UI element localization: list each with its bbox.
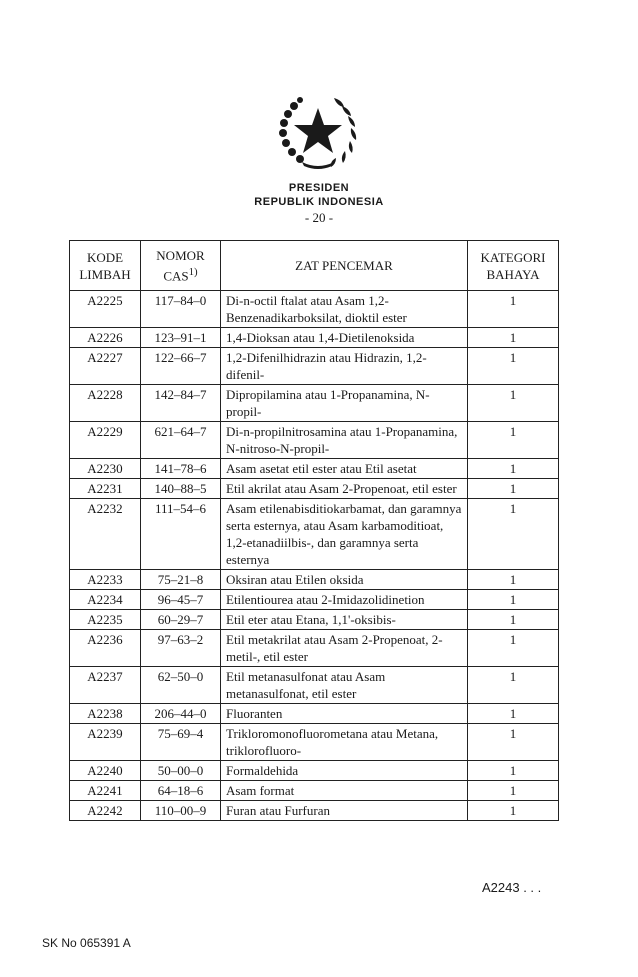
column-header-kode <box>70 241 141 291</box>
cell-kategori: 1 <box>468 761 559 781</box>
cell-zat: Etil metanasulfonat atau Asam metanasulfonat, etil ester <box>221 667 468 704</box>
table-row <box>70 801 559 821</box>
cell-kode: A2233 <box>70 570 141 590</box>
cell-cas: 64–18–6 <box>141 781 221 801</box>
cell-zat: Furan atau Furfuran <box>221 801 468 821</box>
table-header-row <box>70 241 559 291</box>
cell-zat: 1,2-Difenilhidrazin atau Hidrazin, 1,2-difenil- <box>221 348 468 385</box>
cell-zat: Di-n-propilnitrosamina atau 1-Propanamina, N-nitroso-N-propil- <box>221 422 468 459</box>
cell-kode: A2225 <box>70 291 141 328</box>
page-number: - 20 - <box>304 210 334 225</box>
cell-kode: A2228 <box>70 385 141 422</box>
cell-kode: A2242 <box>70 801 141 821</box>
cell-kategori: 1 <box>468 781 559 801</box>
cell-kode: A2231 <box>70 479 141 499</box>
cell-kategori: 1 <box>468 479 559 499</box>
cell-kode: A2241 <box>70 781 141 801</box>
cell-zat: Etil metakrilat atau Asam 2-Propenoat, 2-metil-, etil ester <box>221 630 468 667</box>
cell-kode: A2237 <box>70 667 141 704</box>
cell-kode: A2232 <box>70 499 141 570</box>
cell-zat: Trikloromonofluorometana atau Metana, triklorofluoro- <box>221 724 468 761</box>
cell-cas: 96–45–7 <box>141 590 221 610</box>
cell-cas: 140–88–5 <box>141 479 221 499</box>
cell-cas: 50–00–0 <box>141 761 221 781</box>
cell-kategori: 1 <box>468 499 559 570</box>
table-row <box>70 499 559 570</box>
column-header-kategori <box>468 241 559 291</box>
column-header-cas <box>141 241 221 291</box>
cell-kategori: 1 <box>468 724 559 761</box>
cell-cas: 142–84–7 <box>141 385 221 422</box>
column-header-kategori-line2: BAHAYA <box>486 266 540 282</box>
table-row <box>70 630 559 667</box>
cell-zat: Formaldehida <box>221 761 468 781</box>
table-row <box>70 291 559 328</box>
cell-kode: A2238 <box>70 704 141 724</box>
cell-kode: A2229 <box>70 422 141 459</box>
cell-kode: A2239 <box>70 724 141 761</box>
cell-zat: Etilentiourea atau 2-Imidazolidinetion <box>221 590 468 610</box>
table-row <box>70 479 559 499</box>
pollutant-table <box>69 240 559 821</box>
cell-cas: 206–44–0 <box>141 704 221 724</box>
column-header-cas-footnote: 1) <box>188 266 198 278</box>
cell-kategori: 1 <box>468 422 559 459</box>
table-row <box>70 781 559 801</box>
cell-kode: A2240 <box>70 761 141 781</box>
cell-kode: A2236 <box>70 630 141 667</box>
cell-zat: 1,4-Dioksan atau 1,4-Dietilenoksida <box>221 328 468 348</box>
cell-cas: 111–54–6 <box>141 499 221 570</box>
table-row <box>70 724 559 761</box>
cell-kategori: 1 <box>468 590 559 610</box>
cell-zat: Di-n-octil ftalat atau Asam 1,2-Benzenadikarboksilat, dioktil ester <box>221 291 468 328</box>
cell-cas: 621–64–7 <box>141 422 221 459</box>
table-row <box>70 590 559 610</box>
cell-kategori: 1 <box>468 348 559 385</box>
table-row <box>70 328 559 348</box>
column-header-kode-line2: LIMBAH <box>79 266 131 282</box>
cell-cas: 122–66–7 <box>141 348 221 385</box>
column-header-kategori-line1: KATEGORI <box>480 249 546 265</box>
table-row <box>70 459 559 479</box>
cell-zat: Etil akrilat atau Asam 2-Propenoat, etil ester <box>221 479 468 499</box>
cell-cas: 62–50–0 <box>141 667 221 704</box>
cell-zat: Asam etilenabisditiokarbamat, dan garamnya serta esternya, atau Asam karbamoditioat, 1,2-etanadiilbis-, dan garamnya serta esternya <box>221 499 468 570</box>
cell-cas: 75–21–8 <box>141 570 221 590</box>
cell-cas: 141–78–6 <box>141 459 221 479</box>
column-header-kode-line1: KODE <box>86 249 124 265</box>
sk-number: SK No 065391 A <box>42 936 131 950</box>
cell-kode: A2226 <box>70 328 141 348</box>
state-emblem-icon <box>272 86 364 170</box>
header-title-republik: REPUBLIK INDONESIA <box>254 196 384 208</box>
table-row <box>70 761 559 781</box>
cell-kategori: 1 <box>468 667 559 704</box>
column-header-zat: ZAT PENCEMAR <box>221 241 468 291</box>
table-row <box>70 704 559 724</box>
cell-zat: Fluoranten <box>221 704 468 724</box>
table-row <box>70 667 559 704</box>
cell-kategori: 1 <box>468 630 559 667</box>
column-header-cas-line1: NOMOR <box>156 248 205 263</box>
cell-kategori: 1 <box>468 328 559 348</box>
cell-kategori: 1 <box>468 385 559 422</box>
cell-kode: A2230 <box>70 459 141 479</box>
cell-kategori: 1 <box>468 801 559 821</box>
cell-cas: 110–00–9 <box>141 801 221 821</box>
next-page-marker: A2243 . . . <box>482 880 542 895</box>
cell-zat: Asam asetat etil ester atau Etil asetat <box>221 459 468 479</box>
table-row <box>70 422 559 459</box>
cell-zat: Asam format <box>221 781 468 801</box>
cell-cas: 97–63–2 <box>141 630 221 667</box>
table-row <box>70 348 559 385</box>
cell-kategori: 1 <box>468 459 559 479</box>
cell-kategori: 1 <box>468 291 559 328</box>
cell-zat: Oksiran atau Etilen oksida <box>221 570 468 590</box>
cell-cas: 75–69–4 <box>141 724 221 761</box>
cell-kategori: 1 <box>468 610 559 630</box>
cell-zat: Dipropilamina atau 1-Propanamina, N-propil- <box>221 385 468 422</box>
cell-zat: Etil eter atau Etana, 1,1'-oksibis- <box>221 610 468 630</box>
cell-cas: 60–29–7 <box>141 610 221 630</box>
column-header-cas-line2: CAS <box>163 268 189 284</box>
cell-kode: A2234 <box>70 590 141 610</box>
table-row <box>70 570 559 590</box>
cell-cas: 123–91–1 <box>141 328 221 348</box>
cell-kategori: 1 <box>468 570 559 590</box>
table-row <box>70 610 559 630</box>
table-row <box>70 385 559 422</box>
cell-kategori: 1 <box>468 704 559 724</box>
header-title-presiden: PRESIDEN <box>288 182 350 194</box>
cell-kode: A2227 <box>70 348 141 385</box>
cell-cas: 117–84–0 <box>141 291 221 328</box>
cell-kode: A2235 <box>70 610 141 630</box>
